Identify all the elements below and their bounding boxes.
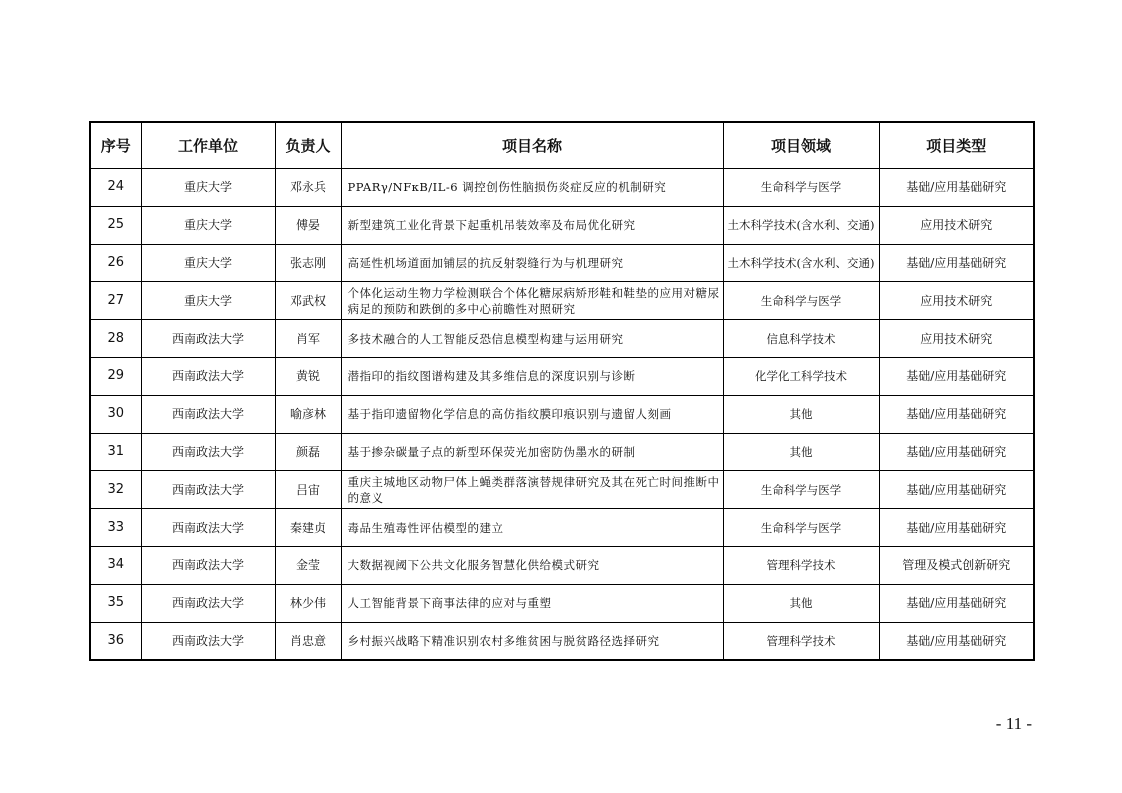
cell-leader: 喻彦林: [275, 395, 341, 433]
cell-leader: 邓永兵: [275, 169, 341, 207]
cell-no: 28: [90, 320, 141, 358]
header-row: [90, 122, 1034, 169]
cell-unit: 西南政法大学: [141, 320, 275, 358]
cell-leader: 肖忠意: [275, 622, 341, 660]
cell-type: 管理及模式创新研究: [879, 546, 1034, 584]
cell-project-name: 个体化运动生物力学检测联合个体化糖尿病矫形鞋和鞋垫的应用对糖尿病足的预防和跌倒的多中心前瞻性对照研究: [341, 282, 723, 320]
table-row: [90, 471, 1034, 509]
cell-leader: 金莹: [275, 546, 341, 584]
cell-field: 其他: [723, 433, 879, 471]
header-unit: 工作单位: [141, 122, 275, 169]
cell-no: 31: [90, 433, 141, 471]
cell-field: 生命科学与医学: [723, 509, 879, 547]
cell-no: 35: [90, 584, 141, 622]
cell-project-name: 毒品生殖毒性评估模型的建立: [341, 509, 723, 547]
cell-unit: 西南政法大学: [141, 546, 275, 584]
cell-unit: 西南政法大学: [141, 584, 275, 622]
header-type: 项目类型: [879, 122, 1034, 169]
table-row: [90, 509, 1034, 547]
cell-project-name: 大数据视阈下公共文化服务智慧化供给模式研究: [341, 546, 723, 584]
cell-no: 32: [90, 471, 141, 509]
cell-no: 26: [90, 244, 141, 282]
cell-unit: 西南政法大学: [141, 509, 275, 547]
cell-type: 基础/应用基础研究: [879, 244, 1034, 282]
cell-project-name: 乡村振兴战略下精准识别农村多维贫困与脱贫路径选择研究: [341, 622, 723, 660]
cell-type: 基础/应用基础研究: [879, 395, 1034, 433]
cell-type: 基础/应用基础研究: [879, 622, 1034, 660]
cell-field: 土木科学技术(含水利、交通): [723, 206, 879, 244]
cell-project-name: 潜指印的指纹图谱构建及其多维信息的深度识别与诊断: [341, 357, 723, 395]
cell-unit: 重庆大学: [141, 282, 275, 320]
table-row: [90, 433, 1034, 471]
cell-field: 其他: [723, 395, 879, 433]
cell-leader: 张志刚: [275, 244, 341, 282]
cell-leader: 傅晏: [275, 206, 341, 244]
cell-field: 化学化工科学技术: [723, 357, 879, 395]
cell-field: 生命科学与医学: [723, 471, 879, 509]
table-row: [90, 622, 1034, 660]
table-row: [90, 320, 1034, 358]
table-row: [90, 395, 1034, 433]
cell-no: 30: [90, 395, 141, 433]
cell-field: 生命科学与医学: [723, 282, 879, 320]
cell-type: 基础/应用基础研究: [879, 357, 1034, 395]
cell-leader: 吕宙: [275, 471, 341, 509]
cell-unit: 西南政法大学: [141, 471, 275, 509]
table-row: [90, 206, 1034, 244]
cell-field: 生命科学与医学: [723, 169, 879, 207]
cell-no: 36: [90, 622, 141, 660]
cell-field: 土木科学技术(含水利、交通): [723, 244, 879, 282]
cell-no: 29: [90, 357, 141, 395]
cell-type: 基础/应用基础研究: [879, 584, 1034, 622]
cell-project-name: 高延性机场道面加铺层的抗反射裂缝行为与机理研究: [341, 244, 723, 282]
header-no: 序号: [90, 122, 141, 169]
header-leader: 负责人: [275, 122, 341, 169]
cell-no: 33: [90, 509, 141, 547]
table-header: [90, 122, 1034, 169]
cell-unit: 重庆大学: [141, 244, 275, 282]
cell-field: 信息科学技术: [723, 320, 879, 358]
header-field: 项目领域: [723, 122, 879, 169]
cell-leader: 黄锐: [275, 357, 341, 395]
cell-leader: 林少伟: [275, 584, 341, 622]
table-row: [90, 357, 1034, 395]
cell-type: 基础/应用基础研究: [879, 169, 1034, 207]
table-row: [90, 584, 1034, 622]
project-table: [89, 121, 1035, 661]
cell-field: 管理科学技术: [723, 546, 879, 584]
header-project-name: 项目名称: [341, 122, 723, 169]
cell-project-name: 多技术融合的人工智能反恐信息模型构建与运用研究: [341, 320, 723, 358]
table-row: [90, 244, 1034, 282]
cell-leader: 颜磊: [275, 433, 341, 471]
cell-field: 管理科学技术: [723, 622, 879, 660]
table-row: [90, 169, 1034, 207]
table-row: [90, 282, 1034, 320]
cell-project-name: 基于指印遗留物化学信息的高仿指纹膜印痕识别与遗留人刻画: [341, 395, 723, 433]
cell-no: 25: [90, 206, 141, 244]
cell-unit: 西南政法大学: [141, 395, 275, 433]
cell-type: 基础/应用基础研究: [879, 433, 1034, 471]
table-row: [90, 546, 1034, 584]
cell-type: 应用技术研究: [879, 320, 1034, 358]
table-body: [90, 169, 1034, 661]
cell-unit: 重庆大学: [141, 206, 275, 244]
cell-unit: 西南政法大学: [141, 622, 275, 660]
cell-type: 应用技术研究: [879, 282, 1034, 320]
cell-type: 基础/应用基础研究: [879, 509, 1034, 547]
cell-leader: 秦建贞: [275, 509, 341, 547]
cell-project-name: 新型建筑工业化背景下起重机吊装效率及布局优化研究: [341, 206, 723, 244]
cell-no: 27: [90, 282, 141, 320]
cell-field: 其他: [723, 584, 879, 622]
cell-project-name: PPARγ/NFκB/IL-6 调控创伤性脑损伤炎症反应的机制研究: [341, 169, 723, 207]
cell-unit: 重庆大学: [141, 169, 275, 207]
cell-no: 24: [90, 169, 141, 207]
cell-type: 基础/应用基础研究: [879, 471, 1034, 509]
cell-leader: 邓武权: [275, 282, 341, 320]
cell-project-name: 人工智能背景下商事法律的应对与重塑: [341, 584, 723, 622]
cell-project-name: 基于掺杂碳量子点的新型环保荧光加密防伪墨水的研制: [341, 433, 723, 471]
cell-project-name: 重庆主城地区动物尸体上蝇类群落演替规律研究及其在死亡时间推断中的意义: [341, 471, 723, 509]
cell-type: 应用技术研究: [879, 206, 1034, 244]
cell-no: 34: [90, 546, 141, 584]
cell-leader: 肖军: [275, 320, 341, 358]
cell-unit: 西南政法大学: [141, 357, 275, 395]
page-number: - 11 -: [995, 714, 1032, 733]
cell-unit: 西南政法大学: [141, 433, 275, 471]
